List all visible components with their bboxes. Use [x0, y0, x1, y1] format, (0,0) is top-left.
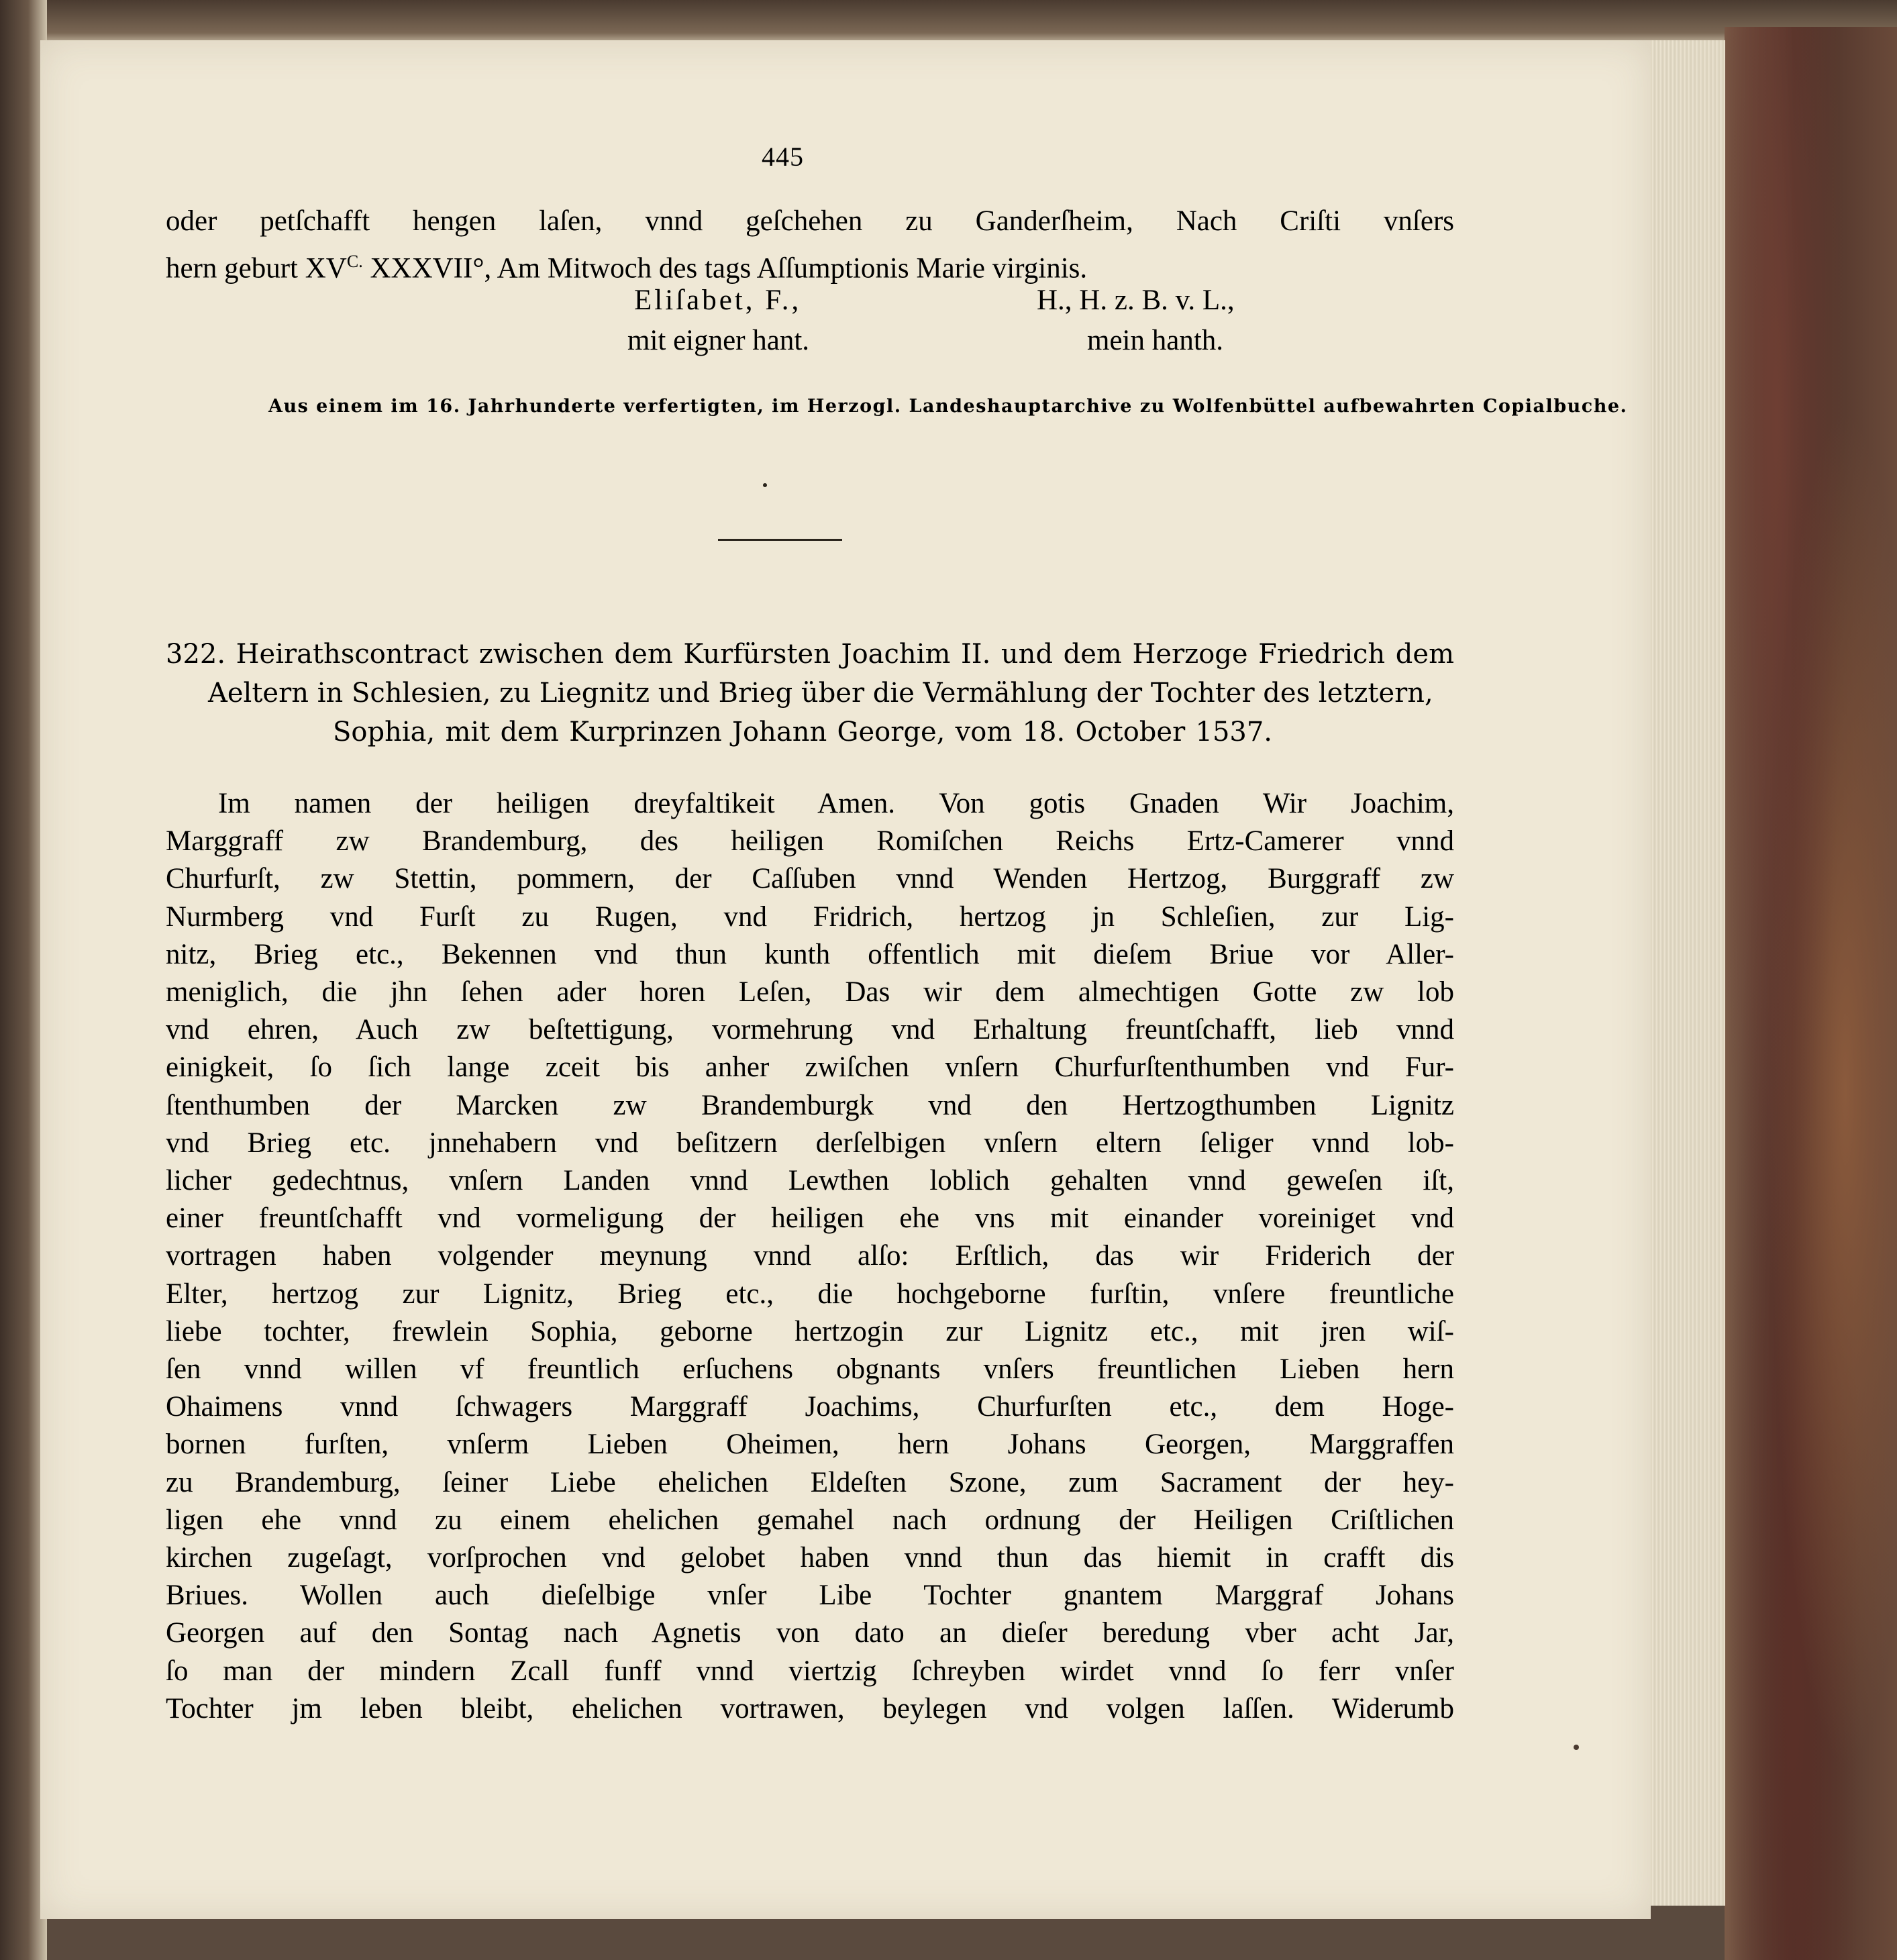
signature-left-name: Eliſabet, F.,	[634, 285, 802, 316]
body-line: Elter, hertzog zur Lignitz, Brieg etc., die hochgeborne furſtin, vnſere freuntliche	[166, 1278, 1454, 1310]
body-line: Im namen der heiligen dreyfaltikeit Amen. Von gotis Gnaden Wir Joachim,	[218, 788, 1454, 819]
body-line: vnd ehren, Auch zw beſtettigung, vormehrung vnd Erhaltung freuntſchafft, lieb vnnd	[166, 1014, 1454, 1045]
book-page	[40, 40, 1651, 1919]
body-line: meniglich, die jhn ſehen ader horen Leſen, Das wir dem almechtigen Gotte zw lob	[166, 976, 1454, 1008]
margin-mark	[1574, 1745, 1579, 1750]
text-line: oder petſchafft hengen laſen, vnnd geſchehen zu Ganderſheim, Nach Criſti vnſers	[166, 205, 1454, 237]
date-line-sup: C.	[346, 252, 363, 271]
separator-dot	[763, 483, 767, 487]
body-line: einigkeit, ſo ſich lange zceit bis anher zwiſchen vnſern Churfurſtenthumben vnd Fur-	[166, 1051, 1454, 1083]
body-line: ligen ehe vnnd zu einem ehelichen gemahel nach ordnung der Heiligen Criſtlichen	[166, 1504, 1454, 1536]
body-line: ſtenthumben der Marcken zw Brandemburgk vnd den Hertzogthumben Lignitz	[166, 1090, 1454, 1121]
body-line: Marggraff zw Brandemburg, des heiligen Romiſchen Reichs Ertz-Camerer vnnd	[166, 825, 1454, 857]
document-heading-line-3: Sophia, mit dem Kurprinzen Johann George, vom 18. October 1537.	[333, 717, 1272, 747]
body-line: bornen furſten, vnſerm Lieben Oheimen, hern Johans Georgen, Marggraffen	[166, 1429, 1454, 1460]
body-line: kirchen zugeſagt, vorſprochen vnd gelobet haben vnnd thun das hiemit in crafft dis	[166, 1542, 1454, 1574]
page-edges	[1644, 40, 1725, 1906]
body-line: ſen vnnd willen vf freuntlich erſuchens obgnants vnſers freuntlichen Lieben hern	[166, 1353, 1454, 1385]
document-heading-line-1: 322. Heirathscontract zwischen dem Kurfürsten Joachim II. und dem Herzoge Friedrich dem	[166, 639, 1454, 670]
document-heading-line-2: Aeltern in Schlesien, zu Liegnitz und Brieg über die Vermählung der Tochter des letztern,	[208, 678, 1433, 709]
date-line-rest: XXXVII°, Am Mitwoch des tags Aſſumptionis Marie virginis.	[362, 252, 1088, 285]
body-line: Ohaimens vnnd ſchwagers Marggraff Joachims, Churfurſten etc., dem Hoge-	[166, 1391, 1454, 1423]
section-rule	[718, 539, 842, 541]
marbled-cover-right	[1725, 27, 1897, 1960]
body-line: zu Brandemburg, ſeiner Liebe ehelichen Eldeſten Szone, zum Sacrament der hey-	[166, 1467, 1454, 1498]
date-line-start: hern geburt XV	[166, 252, 347, 285]
body-line: nitz, Brieg etc., Bekennen vnd thun kunth offentlich mit dieſem Briue vor Aller-	[166, 939, 1454, 970]
body-line: Nurmberg vnd Furſt zu Rugen, vnd Fridrich, hertzog jn Schleſien, zur Lig-	[166, 901, 1454, 933]
date-line	[166, 242, 1454, 289]
signature-left-hand: mit eigner hant.	[627, 325, 810, 356]
source-note: Aus einem im 16. Jahrhunderte verfertigten, im Herzogl. Landeshauptarchive zu Wolfenbüttel aufbewahrten Copialbuche.	[268, 396, 1628, 417]
body-line: Georgen auf den Sontag nach Agnetis von dato an dieſer beredung vber acht Jar,	[166, 1617, 1454, 1649]
page-number: 445	[762, 142, 804, 172]
body-line: ſo man der mindern Zcall funff vnnd viertzig ſchreyben wirdet vnnd ſo ferr vnſer	[166, 1655, 1454, 1687]
body-line: Briues. Wollen auch dieſelbige vnſer Libe Tochter gnantem Marggraf Johans	[166, 1580, 1454, 1611]
signature-right-hand: mein hanth.	[1087, 325, 1224, 356]
signature-right-name: H., H. z. B. v. L.,	[1037, 285, 1235, 316]
body-line: vortragen haben volgender meynung vnnd alſo: Erſtlich, das wir Friderich der	[166, 1240, 1454, 1272]
body-line: liebe tochter, frewlein Sophia, geborne hertzogin zur Lignitz etc., mit jren wiſ-	[166, 1316, 1454, 1347]
body-line: vnd Brieg etc. jnnehabern vnd beſitzern derſelbigen vnſern eltern ſeliger vnnd lob-	[166, 1127, 1454, 1159]
body-line: Tochter jm leben bleibt, ehelichen vortrawen, beylegen vnd volgen laſſen. Widerumb	[166, 1693, 1454, 1724]
body-line: licher gedechtnus, vnſern Landen vnnd Lewthen loblich gehalten vnnd geweſen iſt,	[166, 1165, 1454, 1196]
body-line: einer freuntſchafft vnd vormeligung der heiligen ehe vns mit einander voreiniget vnd	[166, 1202, 1454, 1234]
body-line: Churfurſt, zw Stettin, pommern, der Caſſuben vnnd Wenden Hertzog, Burggraff zw	[166, 863, 1454, 894]
